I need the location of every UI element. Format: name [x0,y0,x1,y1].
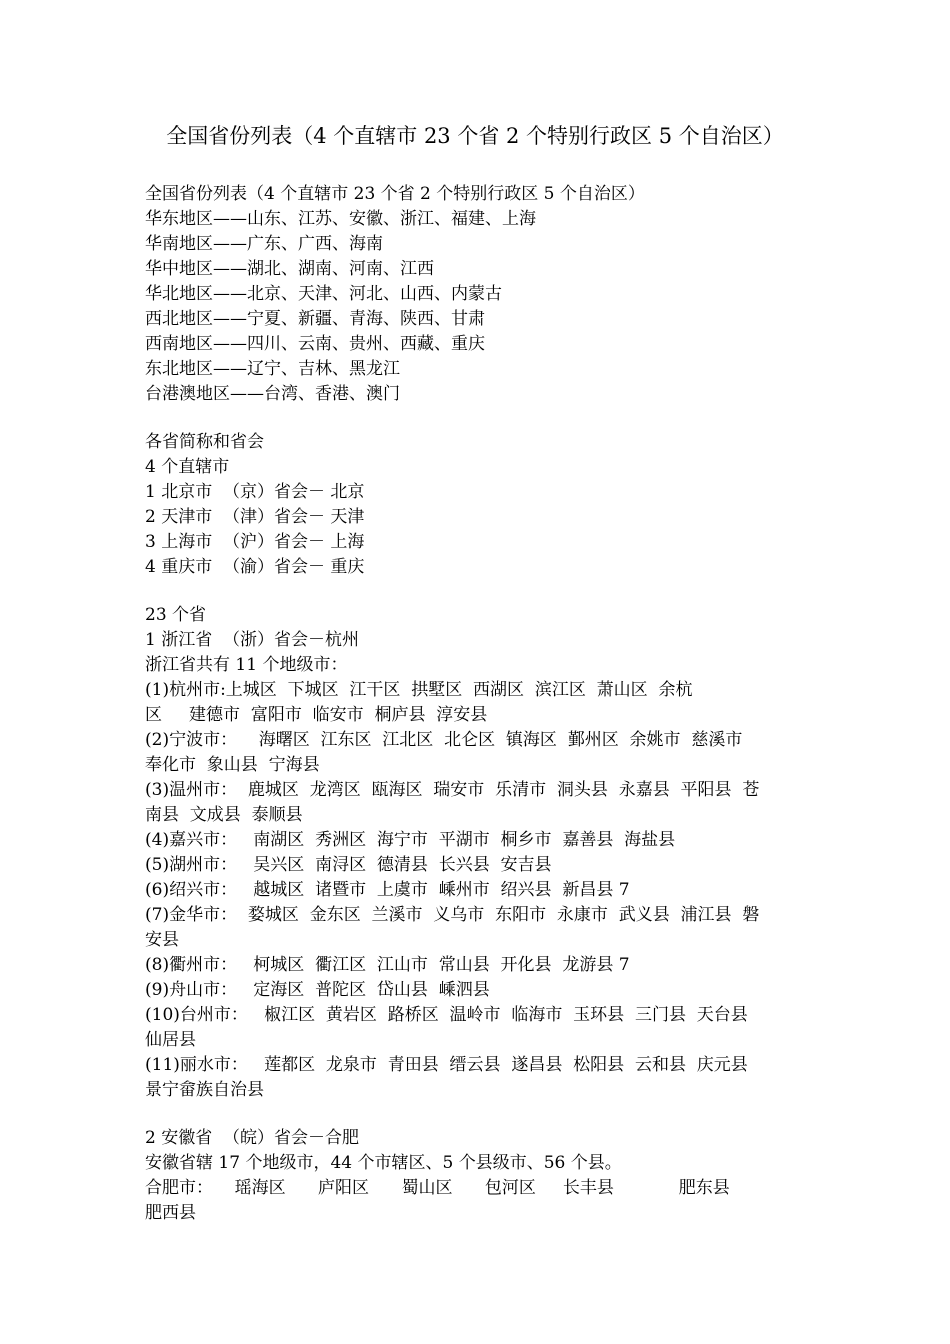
city-line: (7)金华市： 婺城区 金东区 兰溪市 义乌市 东阳市 永康市 武义县 浦江县 磐 [145,905,760,925]
city-line: (5)湖州市： 吴兴区 南浔区 德清县 长兴县 安吉县 [145,855,552,875]
region-line-hk-macau-taiwan: 台港澳地区——台湾、香港、澳门 [145,384,400,404]
region-line-central: 华中地区——湖北、湖南、河南、江西 [145,259,434,279]
city-line: 奉化市 象山县 宁海县 [145,755,320,775]
city-line: (9)舟山市： 定海区 普陀区 岱山县 嵊泗县 [145,980,490,1000]
regions-heading: 全国省份列表（4 个直辖市 23 个省 2 个特别行政区 5 个自治区） [145,184,645,204]
region-line-south: 华南地区——广东、广西、海南 [145,234,383,254]
municipality-line: 2 天津市 （津）省会－ 天津 [145,507,365,527]
region-line-north: 华北地区——北京、天津、河北、山西、内蒙古 [145,284,502,304]
city-line: 合肥市： 瑶海区 庐阳区 蜀山区 包河区 长丰县 肥东县 [145,1178,730,1198]
region-line-east: 华东地区——山东、江苏、安徽、浙江、福建、上海 [145,209,536,229]
city-line: 景宁畲族自治县 [145,1080,264,1100]
municipality-line: 4 重庆市 （渝）省会－ 重庆 [145,557,365,577]
anhui-summary: 安徽省辖 17 个地级市，44 个市辖区、5 个县级市、56 个县。 [145,1153,622,1173]
city-line: (6)绍兴市： 越城区 诸暨市 上虞市 嵊州市 绍兴县 新昌县 7 [145,880,630,900]
document-title: 全国省份列表（4 个直辖市 23 个省 2 个特别行政区 5 个自治区） [166,124,784,148]
city-line: 仙居县 [145,1030,196,1050]
city-line: 南县 文成县 泰顺县 [145,805,303,825]
blank-line [145,1103,815,1126]
abbreviations-heading: 各省简称和省会 [145,432,264,452]
provinces-heading: 23 个省 [145,605,207,625]
city-line: (10)台州市： 椒江区 黄岩区 路桥区 温岭市 临海市 玉环县 三门县 天台县 [145,1005,748,1025]
region-line-northwest: 西北地区——宁夏、新疆、青海、陕西、甘肃 [145,309,485,329]
anhui-title: 2 安徽省 （皖）省会－合肥 [145,1128,360,1148]
zhejiang-summary: 浙江省共有 11 个地级市： [145,655,348,675]
blank-line [145,407,815,430]
city-line: (2)宁波市： 海曙区 江东区 江北区 北仑区 镇海区 鄞州区 余姚市 慈溪市 [145,730,743,750]
region-line-southwest: 西南地区——四川、云南、贵州、西藏、重庆 [145,334,485,354]
city-line: 区 建德市 富阳市 临安市 桐庐县 淳安县 [145,705,488,725]
region-line-northeast: 东北地区——辽宁、吉林、黑龙江 [145,359,400,379]
city-line: (4)嘉兴市： 南湖区 秀洲区 海宁市 平湖市 桐乡市 嘉善县 海盐县 [145,830,676,850]
municipality-line: 3 上海市 （沪）省会－ 上海 [145,532,365,552]
municipality-line: 1 北京市 （京）省会－ 北京 [145,482,365,502]
document-body [145,182,815,1226]
city-line: 肥西县 [145,1203,196,1223]
city-line: (1)杭州市:上城区 下城区 江干区 拱墅区 西湖区 滨江区 萧山区 余杭 [145,680,693,700]
zhejiang-title: 1 浙江省 （浙）省会－杭州 [145,630,360,650]
city-line: 安县 [145,930,179,950]
city-line: (8)衢州市： 柯城区 衢江区 江山市 常山县 开化县 龙游县 7 [145,955,630,975]
blank-line [145,580,815,603]
city-line: (11)丽水市： 莲都区 龙泉市 青田县 缙云县 遂昌县 松阳县 云和县 庆元县 [145,1055,748,1075]
city-line: (3)温州市： 鹿城区 龙湾区 瓯海区 瑞安市 乐清市 洞头县 永嘉县 平阳县 苍 [145,780,760,800]
municipalities-subheading: 4 个直辖市 [145,457,230,477]
